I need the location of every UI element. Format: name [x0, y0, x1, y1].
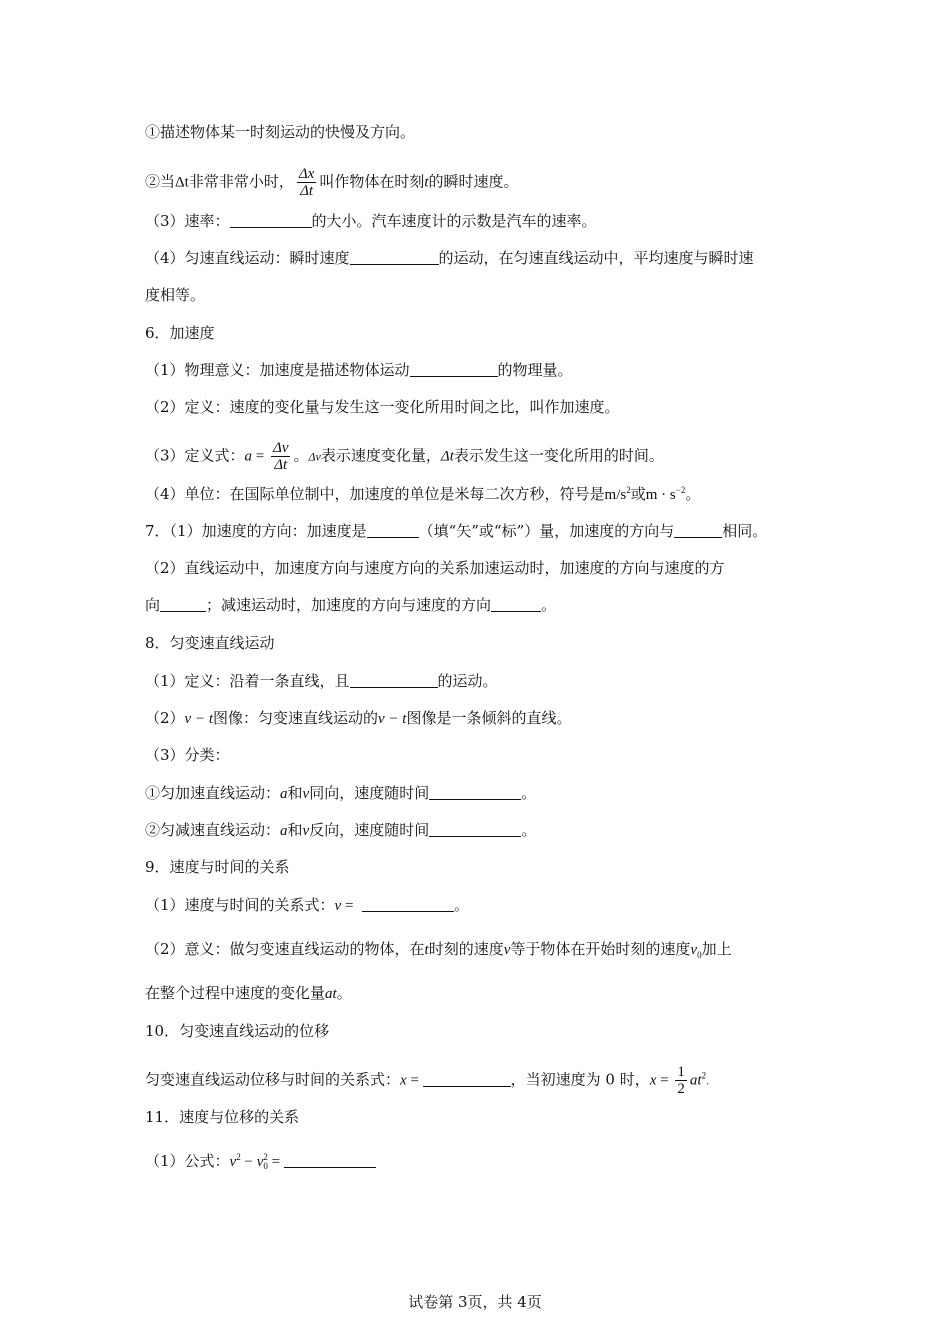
line-text: （4）单位：在国际单位制中，加速度的单位是米每二次方秒，符号是 [145, 485, 605, 503]
line-text: （3）速率： [145, 212, 230, 230]
math-symbol: a [280, 823, 288, 839]
math-symbol: = [252, 448, 269, 465]
math-symbol: x [649, 1072, 657, 1089]
math-symbol: a [280, 786, 288, 802]
line-text: （2）定义：速度的变化量与发生这一变化所用时间之比，叫作加速度。 [145, 398, 620, 416]
line-text: ②当 [145, 172, 176, 191]
subscript: 0 [263, 1161, 268, 1171]
math-symbol: v [256, 1154, 264, 1170]
text-line [145, 708, 571, 729]
math-symbol: t [424, 942, 429, 958]
text-line [145, 521, 767, 541]
line-text: （1）物理意义：加速度是描述物体运动 [145, 361, 410, 379]
answer-blank[interactable] [160, 597, 206, 612]
math-symbol: at [689, 1072, 702, 1089]
line-text: （2）直线运动中，加速度方向与速度方向的关系加速运动时，加速度的方向与速度的方 [145, 559, 725, 577]
answer-blank[interactable] [350, 250, 439, 265]
line-text: 匀变速直线运动位移与时间的关系式： [145, 1070, 401, 1089]
answer-blank[interactable] [230, 213, 312, 228]
math-symbol: x [400, 1072, 407, 1089]
line-text: 非常非常小时， [188, 172, 294, 191]
line-text: 等于物体在开始时刻的速度 [510, 940, 691, 958]
math-symbol: v [302, 823, 310, 839]
answer-blank[interactable] [423, 1072, 511, 1087]
line-text: （3）定义式： [145, 446, 245, 465]
line-text: ①描述物体某一时刻运动的快慢及方向。 [145, 123, 416, 141]
unit-symbol: m · s [645, 487, 676, 503]
line-text: 图像是一条倾斜的直线。 [406, 709, 572, 727]
fraction [675, 1064, 687, 1097]
line-text: 向 [145, 596, 161, 614]
fraction-denominator: Δt [300, 183, 314, 199]
line-text: 的运动，在匀速直线运动中，平均速度与瞬时速 [438, 249, 754, 267]
math-symbol: = [406, 1072, 423, 1089]
line-text: （4）匀速直线运动：瞬时速度 [145, 249, 350, 267]
math-symbol: Δt [440, 448, 454, 465]
text-line [145, 1151, 376, 1172]
math-symbol: = [656, 1072, 673, 1089]
math-symbol: Δt [175, 174, 189, 191]
text-line [145, 983, 352, 1004]
answer-blank[interactable] [429, 785, 521, 800]
line-text: 。 [541, 596, 557, 614]
line-text: 10．匀变速直线运动的位移 [145, 1022, 330, 1040]
line-text: 度相等。 [145, 286, 206, 304]
text-line [145, 248, 754, 268]
math-symbol: v [334, 898, 342, 914]
line-text: ；减速运动时，加速度的方向与速度的方向 [206, 596, 492, 614]
superscript: 2 [236, 1152, 241, 1162]
fraction-denominator: Δt [274, 457, 288, 473]
superscript: 2 [701, 1070, 707, 1081]
answer-blank[interactable] [362, 897, 454, 912]
line-text: （3）分类： [145, 746, 230, 764]
answer-blank[interactable] [350, 673, 438, 688]
text-line [145, 783, 536, 804]
line-text: 。 [521, 821, 537, 839]
text-line [145, 360, 573, 380]
text-line [145, 671, 498, 691]
text-line [145, 745, 230, 765]
line-text: 和 [287, 784, 303, 802]
math-symbol: v − t [184, 711, 213, 727]
superscript: −2 [675, 485, 686, 495]
section-heading [145, 633, 275, 653]
line-text: 叫作物体在时刻 [319, 172, 425, 191]
text-line [145, 558, 725, 578]
line-text: 7．（1）加速度的方向：加速度是 [145, 522, 367, 540]
line-text: 。 [521, 784, 537, 802]
line-text: （1）速度与时间的关系式： [145, 896, 335, 914]
subscript: 0 [697, 950, 702, 960]
math-symbol: a [244, 448, 253, 465]
math-symbol: Δv [308, 449, 321, 464]
math-symbol: v [503, 942, 511, 958]
math-symbol: v [229, 1154, 237, 1170]
fraction [297, 166, 316, 199]
unit-symbol: m/s [604, 487, 627, 503]
page-footer: 试卷第 3页，共 4页 [408, 1293, 542, 1311]
text-line [145, 1064, 709, 1097]
math-symbol: − [240, 1154, 257, 1170]
answer-blank[interactable] [674, 523, 722, 538]
superscript: 2 [626, 485, 631, 495]
answer-blank[interactable] [284, 1153, 376, 1168]
section-heading [145, 857, 290, 877]
line-text: 相同。 [722, 522, 768, 540]
fraction-numerator: Δx [298, 166, 315, 182]
math-symbol: v [302, 786, 310, 802]
line-text: 6．加速度 [145, 324, 215, 342]
fraction-numerator: 1 [677, 1064, 685, 1080]
fraction-denominator: 2 [677, 1081, 685, 1097]
line-text: 反向，速度随时间 [309, 821, 430, 839]
line-text: （2） [145, 709, 185, 727]
math-symbol: t [424, 174, 429, 191]
text-line [145, 166, 519, 199]
line-text: 表示发生这一变化所用的时间。 [453, 446, 664, 465]
line-text: （2）意义：做匀变速直线运动的物体，在 [145, 940, 425, 958]
line-text: 图像：匀变速直线运动的 [213, 709, 379, 727]
section-heading [145, 1107, 299, 1127]
fraction [271, 440, 290, 473]
line-text: 。 [453, 896, 469, 914]
text-line [145, 595, 556, 615]
section-heading [145, 323, 215, 343]
answer-blank[interactable] [429, 822, 521, 837]
line-text: 在整个过程中速度的变化量 [145, 984, 326, 1002]
text-line [145, 285, 205, 305]
text-line [145, 895, 469, 916]
line-text: 同向，速度随时间 [309, 784, 430, 802]
line-text: 的瞬时速度。 [428, 172, 519, 191]
line-text: 的大小。汽车速度计的示数是汽车的速率。 [311, 212, 597, 230]
line-text: 和 [287, 821, 303, 839]
math-symbol: = [341, 898, 358, 914]
line-text: （1）公式： [145, 1152, 230, 1170]
line-text: ，当初速度为 0 时， [510, 1070, 650, 1089]
text-line [145, 939, 732, 960]
line-text: . [706, 1076, 710, 1088]
line-text: 的运动。 [437, 672, 498, 690]
answer-blank[interactable] [367, 523, 419, 538]
line-text: ①匀加速直线运动： [145, 784, 281, 802]
text-line [145, 820, 536, 841]
line-text: （填“矢”或“标”）量，加速度的方向与 [418, 522, 675, 540]
line-text: （1）定义：沿着一条直线，且 [145, 672, 350, 690]
line-text: 的物理量。 [497, 361, 573, 379]
text-line [145, 440, 664, 473]
line-text: 或 [630, 485, 646, 503]
superscript: 2 [263, 1152, 268, 1162]
math-symbol: v [690, 942, 698, 958]
text-line [145, 484, 700, 505]
section-heading [145, 1021, 329, 1041]
line-text: 9．速度与时间的关系 [145, 858, 290, 876]
line-text: 8．匀变速直线运动 [145, 634, 275, 652]
fraction-numerator: Δv [273, 440, 289, 456]
line-text: 。 [293, 446, 309, 465]
line-text: 。 [336, 984, 352, 1002]
line-text: 表示速度变化量， [320, 446, 441, 465]
math-symbol: = [267, 1154, 284, 1170]
line-text: ②匀减速直线运动： [145, 821, 281, 839]
math-symbol: at [325, 986, 337, 1002]
line-text: 时刻的速度 [428, 940, 504, 958]
line-text: 。 [685, 485, 701, 503]
answer-blank[interactable] [491, 597, 541, 612]
math-symbol: v − t [378, 711, 407, 727]
text-line [145, 122, 415, 142]
answer-blank[interactable] [410, 362, 498, 377]
text-line [145, 211, 597, 231]
line-text: 加上 [701, 940, 732, 958]
line-text: 11．速度与位移的关系 [145, 1108, 300, 1126]
text-line [145, 397, 620, 417]
